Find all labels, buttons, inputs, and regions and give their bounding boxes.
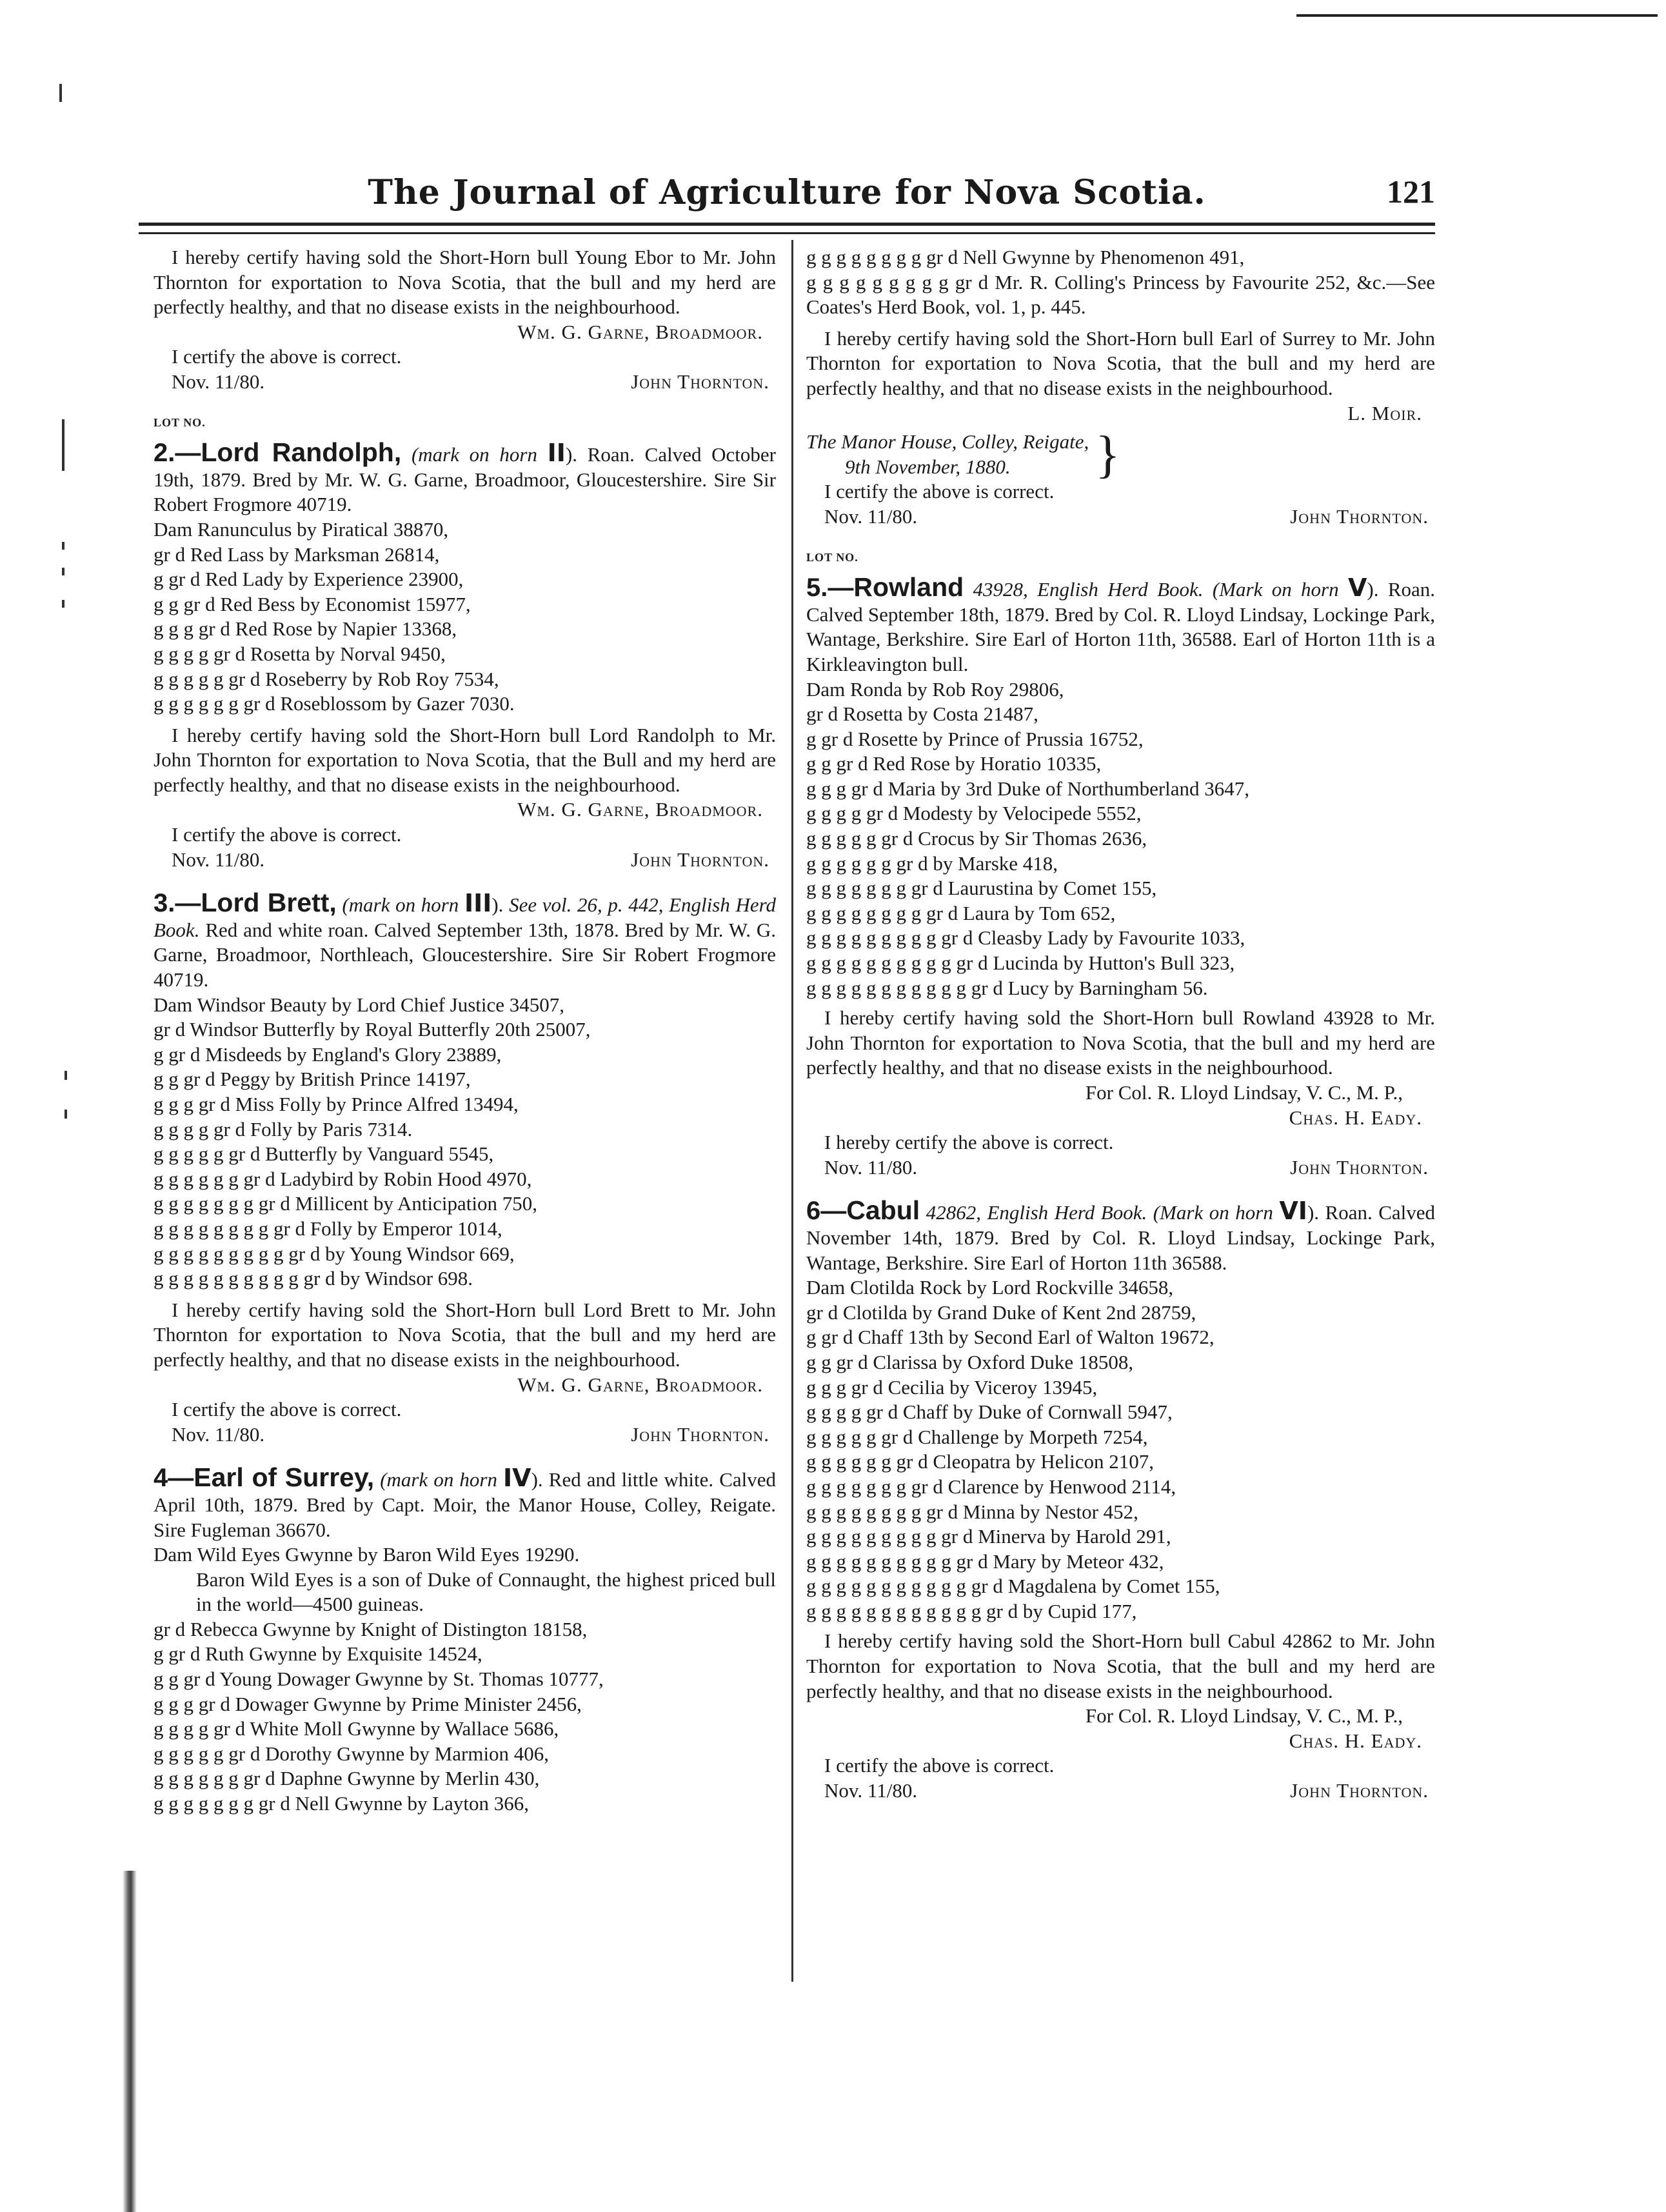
bull-description: Roan. Calved October 19th, 1879. Bred by Mr. W. G. Garne, Broadmoor, Gloucestershire. Sire Sir Robert Frogmore 40719. — [154, 443, 777, 516]
signature: Wm. G. Garne, Broadmoor. — [517, 320, 763, 343]
pedigree-line: g g g g g g g g g g g gr d Lucy by Barningham 56. — [806, 976, 1208, 999]
pedigree-line: g g g g g g g g g gr d Mr. R. Colling's Princess by Favourite 252, &c.—See Coates's Herd Book, vol. 1, p. 445. — [806, 270, 1435, 319]
horn-mark: IV — [503, 1464, 531, 1493]
lot-number: 5.— — [806, 573, 854, 603]
pedigree-line: g g g g g g g g g g g gr d Magdalena by Comet 155, — [806, 1575, 1220, 1598]
margin-mark — [62, 419, 64, 471]
bull-name: Earl of Surrey, — [193, 1462, 375, 1493]
herd-book-reference: See vol. 26, p. 442, English Herd Book. — [154, 893, 777, 941]
pedigree-note: Baron Wild Eyes is a son of Duke of Connaught, the highest priced bull in the world—4500 guineas. — [196, 1568, 776, 1616]
signature: Wm. G. Garne, Broadmoor. — [517, 1373, 763, 1396]
certificate-text: I hereby certify having sold the Short-Horn bull Earl of Surrey to Mr. John Thornton for exportation to Nova Scotia, that the bull and my herd are perfectly healthy, and that no disease exists in the neighbourhood. — [806, 326, 1435, 399]
pedigree-line: g g g g gr d Chaff by Duke of Cornwall 5947, — [806, 1400, 1173, 1424]
signature: Chas. H. Eady. — [1289, 1729, 1422, 1752]
address-line: The Manor House, Colley, Reigate, — [806, 430, 1089, 453]
certifier: John Thornton. — [1290, 1779, 1429, 1802]
horn-mark-text: (Mark on horn — [1212, 578, 1339, 601]
page-number: 121 — [1387, 174, 1435, 210]
header-rule — [139, 223, 1435, 226]
horn-mark-text: (mark on horn — [342, 893, 459, 917]
pedigree-line: g g g g g g gr d Cleopatra by Helicon 2107, — [806, 1450, 1154, 1473]
pedigree-line: g g gr d Young Dowager Gwynne by St. Thomas 10777, — [154, 1668, 604, 1691]
pedigree-line: g g gr d Red Rose by Horatio 10335, — [806, 752, 1102, 775]
address-block — [806, 426, 1435, 483]
pedigree-line: g gr d Ruth Gwynne by Exquisite 14524, — [154, 1642, 482, 1666]
pedigree-line: gr d Red Lass by Marksman 26814, — [154, 543, 440, 566]
for-line: For Col. R. Lloyd Lindsay, V. C., M. P., — [1085, 1704, 1403, 1728]
pedigree-list — [154, 1617, 776, 1817]
pedigree-list — [154, 993, 776, 1291]
certifier: John Thornton. — [1290, 504, 1429, 528]
pedigree-line: g g g g g g g gr d Laurustina by Comet 155, — [806, 877, 1157, 900]
signature: L. Moir. — [1347, 401, 1422, 424]
pedigree-line: g g gr d Peggy by British Prince 14197, — [154, 1068, 471, 1091]
horn-close: ). — [531, 1468, 543, 1491]
pedigree-line: g g gr d Clarissa by Oxford Duke 18508, — [806, 1350, 1134, 1373]
date-row — [806, 504, 1435, 530]
pedigree-line: g g g gr d Maria by 3rd Duke of Northumberland 3647, — [806, 777, 1250, 800]
pedigree-line: g g g g g g g g gr d Minna by Nestor 452, — [806, 1500, 1138, 1523]
pedigree-list — [806, 245, 1435, 320]
pedigree-line: g g g g g g g gr d Clarence by Henwood 2114, — [806, 1475, 1176, 1498]
date: Nov. 11/80. — [172, 848, 265, 871]
pedigree-list — [806, 677, 1435, 1001]
pedigree-line: g gr d Red Lady by Experience 23900, — [154, 568, 464, 591]
bull-description: Roan. Calved November 14th, 1879. Bred by Col. R. Lloyd Lindsay, Lockinge Park, Wantage, Berkshire. Sire Earl of Horton 11th 36588. — [806, 1201, 1436, 1274]
pedigree-line: g g g g g g g g g gr d Minerva by Harold 291, — [806, 1525, 1171, 1548]
herd-book-reference: 43928, English Herd Book. — [973, 578, 1204, 601]
horn-mark-text: (Mark on horn — [1153, 1201, 1273, 1224]
for-line: For Col. R. Lloyd Lindsay, V. C., M. P., — [1085, 1081, 1403, 1104]
lot-entry-2 — [154, 437, 777, 517]
date-row — [154, 370, 776, 395]
pedigree-line: g g g g g g g g g gr d by Young Windsor 669, — [154, 1242, 515, 1265]
pedigree-list — [806, 1275, 1435, 1624]
page-header — [139, 166, 1435, 224]
horn-mark: II — [547, 439, 566, 468]
pedigree-line: g gr d Chaff 13th by Second Earl of Walton 19672, — [806, 1326, 1215, 1349]
pedigree-line: g g g g g g g g g g gr d by Windsor 698. — [154, 1267, 473, 1290]
pedigree-line: g g g gr d Dowager Gwynne by Prime Minister 2456, — [154, 1692, 582, 1715]
bull-name: Lord Randolph, — [201, 437, 402, 468]
pedigree-line: g g g g g g g g g g g g gr d by Cupid 177, — [806, 1599, 1137, 1622]
pedigree-line: gr d Rebecca Gwynne by Knight of Distington 18158, — [154, 1617, 588, 1640]
lot-entry-3 — [154, 890, 776, 992]
pedigree-line: g g g g g g g g g g gr d Lucinda by Hutton's Bull 323, — [806, 952, 1235, 975]
margin-mark — [64, 1071, 67, 1080]
horn-mark-text: (mark on horn — [380, 1468, 497, 1491]
pedigree-line: gr d Clotilda by Grand Duke of Kent 2nd 28759, — [806, 1300, 1196, 1324]
top-corner-rule — [1296, 14, 1658, 17]
lot-number: 3.— — [154, 889, 201, 918]
pedigree-line: g g gr d Red Bess by Economist 15977, — [154, 592, 471, 615]
pedigree-line: g g g g g gr d Roseberry by Rob Roy 7534, — [154, 667, 499, 690]
pedigree-line: g g g g g gr d Crocus by Sir Thomas 2636, — [806, 827, 1147, 850]
running-head: The Journal of Agriculture for Nova Scotia. — [368, 173, 1206, 212]
herd-book-reference: 42862, English Herd Book. — [926, 1201, 1147, 1224]
pedigree-line: Dam Windsor Beauty by Lord Chief Justice 34507, — [154, 993, 565, 1016]
horn-close: ). — [565, 443, 578, 466]
pedigree-line: gr d Rosetta by Costa 21487, — [806, 702, 1038, 726]
bull-name: Cabul — [846, 1195, 920, 1226]
certificate-text: I hereby certify having sold the Short-Horn bull Rowland 43928 to Mr. John Thornton for exportation to Nova Scotia, that the bull and my herd are perfectly healthy, and that no disease exists in the neighbourhood. — [806, 1006, 1435, 1079]
header-rule-thin — [139, 232, 1435, 234]
pedigree-line: g g g g g g g gr d Nell Gwynne by Layton 366, — [154, 1792, 530, 1815]
pedigree-line: g g g g g g g g gr d Folly by Emperor 1014, — [154, 1217, 502, 1240]
pedigree-line: g g g g g g g g g g gr d Mary by Meteor 432, — [806, 1549, 1164, 1573]
margin-mark — [62, 568, 64, 575]
pedigree-line: g g g gr d Cecilia by Viceroy 13945, — [806, 1375, 1098, 1399]
lot-label: LOT NO. — [154, 415, 206, 429]
certify-line: I certify the above is correct. — [172, 345, 402, 368]
pedigree-list — [154, 517, 776, 717]
left-column — [154, 245, 776, 1817]
right-column — [806, 245, 1435, 1804]
horn-mark: VI — [1279, 1197, 1307, 1226]
lot-entry-4 — [154, 1462, 777, 1542]
pedigree-dam-line: Dam Wild Eyes Gwynne by Baron Wild Eyes 19290. — [154, 1543, 580, 1566]
lot-number: 4— — [154, 1464, 194, 1493]
pedigree-line: g g g gr d Miss Folly by Prince Alfred 13494, — [154, 1093, 519, 1115]
pedigree-line: Dam Ranunculus by Piratical 38870, — [154, 517, 449, 541]
binding-edge — [123, 1871, 137, 2212]
bull-name: Lord Brett, — [201, 888, 337, 918]
margin-mark — [62, 542, 64, 550]
pedigree-line: Dam Ronda by Rob Roy 29806, — [806, 677, 1064, 701]
signature: Wm. G. Garne, Broadmoor. — [517, 798, 763, 821]
pedigree-line: g g g g g gr d Butterfly by Vanguard 5545, — [154, 1142, 494, 1166]
date-row — [154, 848, 776, 873]
certify-line: I certify the above is correct. — [172, 1398, 402, 1421]
pedigree-line: g g g g gr d Rosetta by Norval 9450, — [154, 642, 446, 665]
bull-name: Rowland — [853, 572, 964, 603]
certifier: John Thornton. — [1290, 1155, 1429, 1179]
margin-mark — [62, 600, 64, 608]
date-row — [806, 1779, 1435, 1804]
date-row — [806, 1155, 1435, 1181]
certify-line: I hereby certify the above is correct. — [824, 1131, 1114, 1154]
signature: Chas. H. Eady. — [1289, 1106, 1422, 1129]
brace-glyph: } — [1095, 426, 1120, 483]
pedigree-line: g g g g g gr d Challenge by Morpeth 7254, — [806, 1425, 1148, 1448]
certificate-text: I hereby certify having sold the Short-Horn bull Lord Randolph to Mr. John Thornton for exportation to Nova Scotia, that the Bull and my herd are perfectly healthy, and that no disease exists in the neighbourhood. — [154, 723, 776, 796]
date: Nov. 11/80. — [172, 370, 265, 393]
pedigree-line: g g g g g g gr d Ladybird by Robin Hood 4970, — [154, 1167, 532, 1190]
pedigree-line: gr d Windsor Butterfly by Royal Butterfly 20th 25007, — [154, 1018, 591, 1041]
pedigree-line: g g g g g g g g gr d Nell Gwynne by Phenomenon 491, — [806, 246, 1245, 268]
margin-mark — [64, 1110, 67, 1119]
certifier: John Thornton. — [631, 370, 769, 393]
lot-number: 6— — [806, 1197, 847, 1226]
horn-mark: V — [1347, 573, 1367, 603]
horn-mark-text: (mark on horn — [411, 443, 537, 466]
date: Nov. 11/80. — [824, 504, 918, 528]
certificate-text: I hereby certify having sold the Short-Horn bull Young Ebor to Mr. John Thornton for exportation to Nova Scotia, that the bull and my herd are perfectly healthy, and that no disease exists in the neighbourhood. — [154, 246, 776, 319]
certifier: John Thornton. — [631, 1422, 769, 1446]
date: Nov. 11/80. — [172, 1422, 265, 1446]
bull-description: Red and white roan. Calved September 13th, 1878. Bred by Mr. W. G. Garne, Broadmoor, Northleach, Gloucestershire. Sire Sir Robert Frogmore 40719. — [154, 918, 776, 991]
margin-mark — [59, 84, 62, 102]
bull-description: Roan. Calved September 18th, 1879. Bred by Col. R. Lloyd Lindsay, Lockinge Park, Wantage, Berkshire. Sire Earl of Horton 11th, 36588. Earl of Horton 11th is a Kirkleavington bull. — [806, 578, 1435, 675]
pedigree-line: g g g g g gr d Dorothy Gwynne by Marmion 406, — [154, 1742, 550, 1765]
certify-line: I certify the above is correct. — [824, 1754, 1055, 1777]
pedigree-line: g gr d Misdeeds by England's Glory 23889, — [154, 1042, 502, 1066]
pedigree-line: g g g g g g g g g gr d Cleasby Lady by Favourite 1033, — [806, 926, 1245, 950]
certify-line: I certify the above is correct. — [172, 823, 402, 846]
pedigree-line: g g g gr d Red Rose by Napier 13368, — [154, 617, 457, 641]
horn-close: ). — [1307, 1201, 1320, 1224]
lot-entry-5 — [806, 572, 1435, 677]
pedigree-line: g g g g g g gr d Daphne Gwynne by Merlin 430, — [154, 1767, 540, 1790]
pedigree-line: g g g g g g gr d Roseblossom by Gazer 7030. — [154, 692, 515, 715]
certifier: John Thornton. — [631, 848, 769, 871]
pedigree-line: g gr d Rosette by Prince of Prussia 16752, — [806, 727, 1144, 750]
horn-close: ). — [1367, 578, 1379, 601]
horn-close: ). — [491, 893, 504, 917]
date-row — [154, 1422, 776, 1448]
horn-mark: III — [464, 889, 492, 918]
pedigree-line: g g g g gr d Folly by Paris 7314. — [154, 1117, 413, 1141]
date: Nov. 11/80. — [824, 1779, 918, 1802]
pedigree-line: g g g g g g gr d by Marske 418, — [806, 852, 1058, 875]
pedigree-line: g g g g gr d White Moll Gwynne by Wallace 5686, — [154, 1717, 559, 1740]
date: Nov. 11/80. — [824, 1155, 918, 1179]
pedigree-line: g g g g g g g g gr d Laura by Tom 652, — [806, 901, 1116, 924]
certificate-text: I hereby certify having sold the Short-Horn bull Cabul 42862 to Mr. John Thornton for exportation to Nova Scotia, that the bull and my herd are perfectly healthy, and that no disease exists in the neighbourhood. — [806, 1629, 1435, 1702]
column-divider — [791, 240, 793, 1982]
pedigree-line: g g g g g g g gr d Millicent by Anticipation 750, — [154, 1192, 537, 1215]
lot-entry-6 — [806, 1195, 1436, 1275]
pedigree-line: Dam Clotilda Rock by Lord Rockville 34658, — [806, 1276, 1174, 1299]
lot-number: 2.— — [154, 439, 201, 468]
lot-label: LOT NO. — [806, 550, 858, 564]
certify-line: I certify the above is correct. — [824, 480, 1055, 503]
certificate-text: I hereby certify having sold the Short-Horn bull Lord Brett to Mr. John Thornton for exportation to Nova Scotia, that the bull and my herd are perfectly healthy, and that no disease exists in the neighbourhood. — [154, 1298, 776, 1371]
pedigree-line: g g g g gr d Modesty by Velocipede 5552, — [806, 802, 1142, 825]
address-date: 9th November, 1880. — [845, 455, 1011, 478]
bull-description: Red and little white. Calved April 10th, 1879. Bred by Capt. Moir, the Manor House, Colley, Reigate. Sire Fugleman 36670. — [154, 1468, 777, 1541]
